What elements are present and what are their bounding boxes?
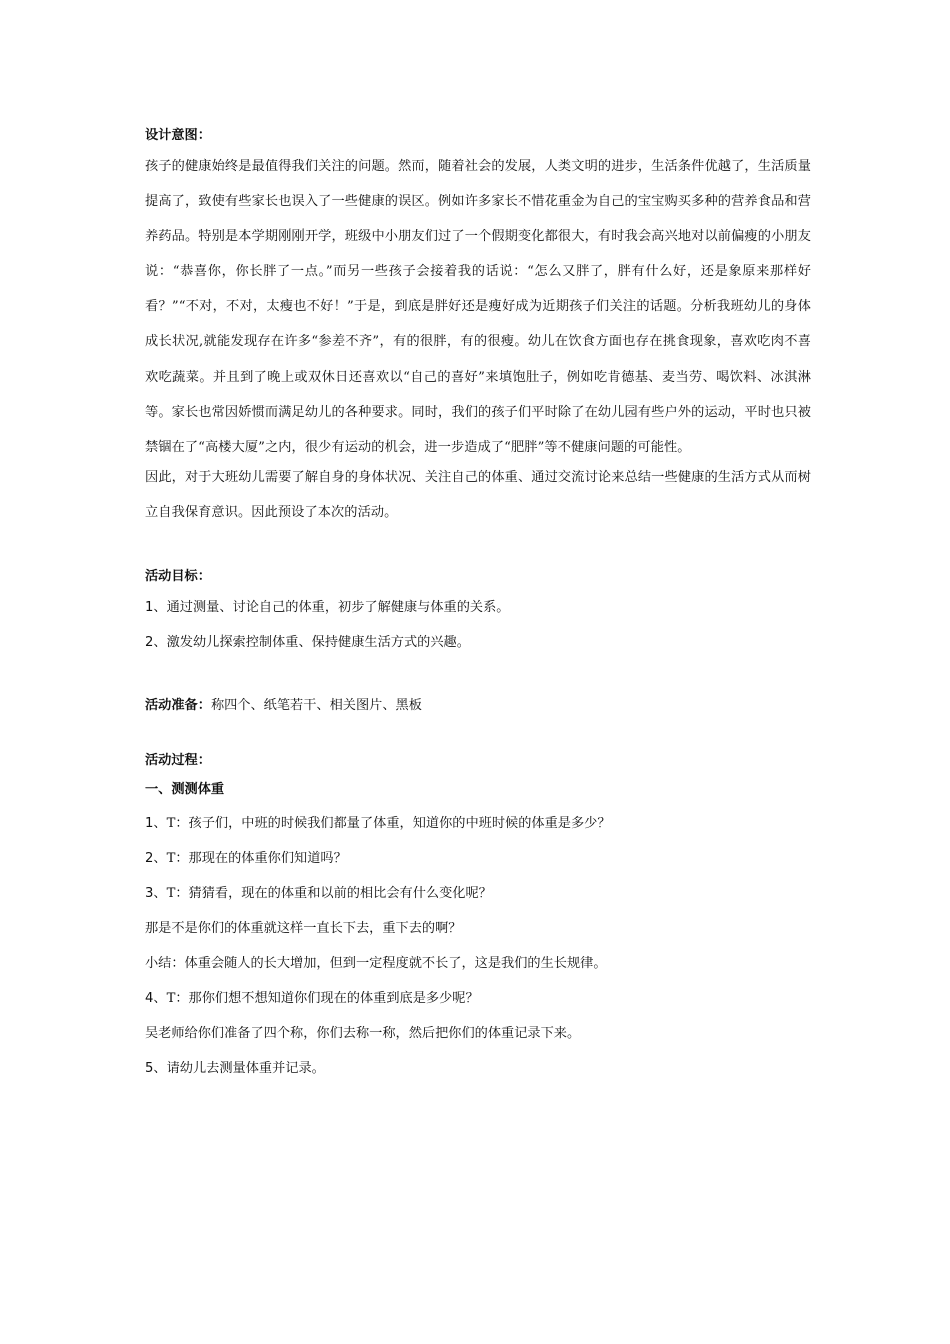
process-line-number: 1 xyxy=(145,816,154,832)
goals-heading: 活动目标： xyxy=(145,569,211,585)
process-section-1-title: 一、测测体重 xyxy=(145,782,225,798)
preparation-text: 称四个、纸笔若干、相关图片、黑板 xyxy=(210,698,422,714)
process-line-number: 4 xyxy=(145,991,154,1007)
design-intent-heading: 设计意图： xyxy=(145,128,211,143)
process-line-1 xyxy=(145,806,811,841)
spacer xyxy=(145,721,811,748)
process-line-text: 、请幼儿去测量体重并记录。 xyxy=(153,1061,325,1077)
goal-item-text: 、激发幼儿探索控制体重、保持健康生活方式的兴趣。 xyxy=(153,635,470,651)
process-line-7 xyxy=(145,1016,811,1051)
design-intent-paragraph-2: 因此，对于大班幼儿需要了解自身的身体状况、关注自己的体重、通过交流讨论来总结一些健康的生活方式从而树立自我保育意识。因此预设了本次的活动。 xyxy=(145,469,811,520)
process-line-number: 3 xyxy=(145,886,154,902)
spacer xyxy=(145,660,811,691)
goal-item-number: 2 xyxy=(145,635,154,651)
goal-item-text: 、通过测量、讨论自己的体重，初步了解健康与体重的关系。 xyxy=(153,600,510,616)
document-page xyxy=(145,123,811,1086)
process-line-number: 2 xyxy=(145,851,154,867)
preparation-label: 活动准备： xyxy=(145,698,211,714)
process-line-number: 5 xyxy=(145,1061,154,1077)
process-line-3 xyxy=(145,876,811,911)
goal-item-2 xyxy=(145,625,811,660)
process-line-text: 、T：猜猜看，现在的体重和以前的相比会有什么变化呢？ xyxy=(153,886,492,902)
process-line-text: 吴老师给你们准备了四个称，你们去称一称，然后把你们的体重记录下来。 xyxy=(145,1026,581,1042)
spacer xyxy=(145,530,811,564)
process-line-text: 、T：那你们想不想知道你们现在的体重到底是多少呢？ xyxy=(153,991,479,1007)
process-line-text: 那是不是你们的体重就这样一直长下去，重下去的啊？ xyxy=(145,921,462,937)
preparation-line xyxy=(145,691,811,721)
design-intent-paragraph-1: 孩子的健康始终是最值得我们关注的问题。然而，随着社会的发展，人类文明的进步，生活条件优越了，生活质量提高了，致使有些家长也误入了一些健康的误区。例如许多家长不惜花重金为自己的宝宝购买多种的营养食品和营养药品。特别是本学期刚刚开学，班级中小朋友们过了一个假期变化都很大，有时我会高兴地对以前偏瘦的小朋友说：“恭喜你，你长胖了一点。”而另一些孩子会接着我的话说：“怎么又胖了，胖有什么好，还是象原来那样好看？”“不对，不对，太瘦也不好！”于是，到底是胖好还是瘦好成为近期孩子们关注的话题。分析我班幼儿的身体成长状况,就能发现存在许多“参差不齐”，有的很胖，有的很瘦。幼儿在饮食方面也存在挑食现象，喜欢吃肉不喜欢吃蔬菜。并且到了晚上或双休日还喜欢以“自己的喜好”来填饱肚子，例如吃肯德基、麦当劳、喝饮料、冰淇淋等。家长也常因娇惯而满足幼儿的各种要求。同时，我们的孩子们平时除了在幼儿园有些户外的运动，平时也只被禁锢在了“高楼大厦”之内，很少有运动的机会，进一步造成了“肥胖”等不健康问题的可能性。 xyxy=(145,159,811,455)
goal-item-1 xyxy=(145,590,811,625)
process-line-8 xyxy=(145,1051,811,1086)
process-heading: 活动过程： xyxy=(145,753,211,769)
goal-item-number: 1 xyxy=(145,600,154,616)
process-line-4 xyxy=(145,911,811,946)
process-line-5 xyxy=(145,946,811,981)
process-line-text: 、T：那现在的体重你们知道吗？ xyxy=(153,851,347,867)
process-line-text: 、T：孩子们，中班的时候我们都量了体重，知道你的中班时候的体重是多少？ xyxy=(153,816,611,832)
process-line-2 xyxy=(145,841,811,876)
process-line-6 xyxy=(145,981,811,1016)
process-line-text: 小结：体重会随人的长大增加，但到一定程度就不长了，这是我们的生长规律。 xyxy=(145,956,607,972)
